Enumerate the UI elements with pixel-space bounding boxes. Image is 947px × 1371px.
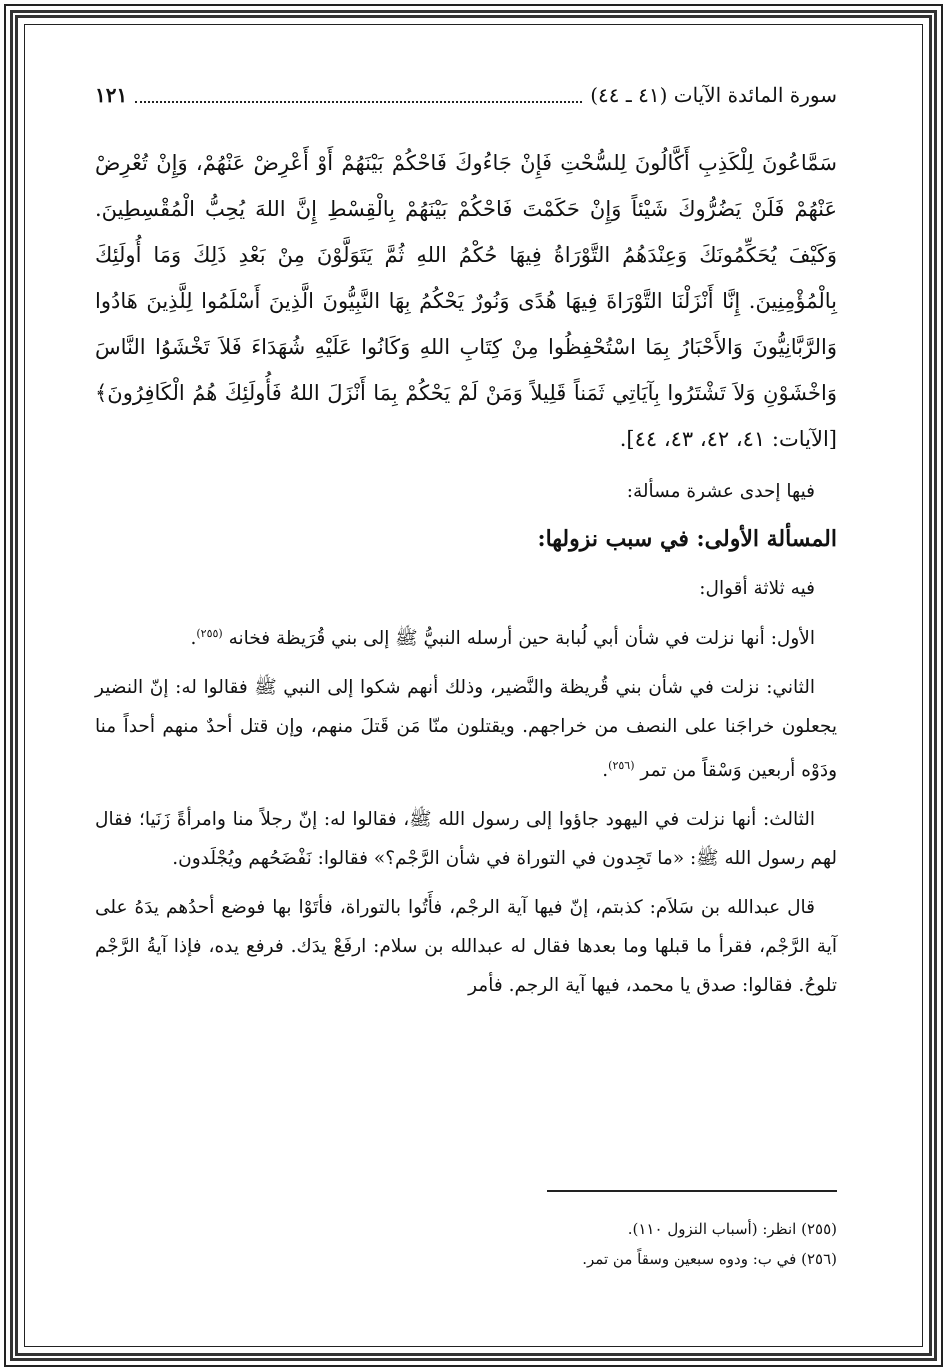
running-header	[95, 78, 837, 112]
paragraph-second-text: الثاني: نزلت في شأن بني قُريظة والنَّضير، وذلك أنهم شكوا إلى النبي ﷺ فقالوا له: إنّ النضير يجعلون خراجَنا على النصف من خراجهم. ويقتلون منّا مَن قَتلَ منهم، وإن قتل أحدٌ منهم أحداً منا ودَوْه أربعين وَسْقاً من تمر	[95, 677, 837, 782]
footnote-number: (٢٥٦)	[801, 1250, 837, 1268]
intro-line: فيها إحدى عشرة مسألة:	[626, 481, 815, 502]
footnote-256	[95, 1244, 837, 1274]
footnote-255	[95, 1214, 837, 1244]
paragraph-second-opinion	[95, 668, 837, 790]
footnote-text: في ب: ودوه سبعين وسقاً من تمر.	[582, 1250, 797, 1268]
section-heading: المسألة الأولى: في سبب نزولها:	[537, 526, 837, 552]
page-number: ١٢١	[95, 83, 128, 107]
paragraph-ibn-salam: قال عبدالله بن سَلاَم: كذبتم، إنّ فيها آية الرجْم، فأَتُوا بالتوراة، فأتَوْا بها فوضع أحدُهم يدَهُ على آية الرَّجْم، فقرأ ما قبلها وما بعدها فقال له عبدالله بن سلام: ارفَعْ يدَك. فرفع يده، فإذا آيةُ الرَّجْم تلوحُ. فقالوا: صدق يا محمد، فيها آية الرجم. فأمر	[95, 897, 837, 997]
paragraph-first-opinion	[95, 614, 837, 658]
footnotes	[95, 1214, 837, 1274]
paragraph-third-opinion: الثالث: أنها نزلت في اليهود جاؤوا إلى رسول الله ﷺ، فقالوا له: إنّ رجلاً منا وامرأةً زَنَيا؛ فقال لهم رسول الله ﷺ: «ما تَجِدون في التوراة في شأن الرَّجْم؟» فقالوا: نَفْضَحُهم ويُجْلَدون.	[95, 809, 837, 870]
footnote-text: انظر: (أسباب النزول ١١٠).	[627, 1220, 797, 1238]
paragraph-second-end: .	[602, 760, 609, 782]
footnote-separator	[547, 1190, 837, 1192]
page-body	[95, 140, 837, 1015]
paragraph-first-end: .	[190, 628, 197, 650]
footnote-number: (٢٥٥)	[801, 1220, 837, 1238]
sub-intro-line: فيه ثلاثة أقوال:	[699, 578, 815, 599]
header-title: سورة المائدة الآيات (٤١ ـ ٤٤)	[590, 83, 837, 107]
footnote-ref-256: (٢٥٦)	[608, 759, 635, 773]
paragraph-first-text: الأول: أنها نزلت في شأن أبي لُبابة حين أرسله النبيُّ ﷺ إلى بني قُرَيظة فخانه	[228, 628, 815, 650]
footnote-ref-255: (٢٥٥)	[196, 627, 223, 640]
header-leader-dots	[135, 87, 582, 103]
quran-verse-block: سَمَّاعُونَ لِلْكَذِبِ أَكَّالُونَ لِلسُّحْتِ فَإِنْ جَاءُوكَ فَاحْكُمْ بَيْنَهُمْ أَوْ أَعْرِضْ عَنْهُمْ، وَإِنْ تُعْرِضْ عَنْهُمْ فَلَنْ يَضُرُّوكَ شَيْئاً وَإِنْ حَكَمْتَ فَاحْكُمْ بَيْنَهُمْ بِالْقِسْطِ إِنَّ اللهَ يُحِبُّ الْمُقْسِطِينَ. وَكَيْفَ يُحَكِّمُونَكَ وَعِنْدَهُمُ التَّوْرَاةُ فِيهَا حُكْمُ اللهِ ثُمَّ يَتَوَلَّوْنَ مِنْ بَعْدِ ذَلِكَ وَمَا أُولَئِكَ بِالْمُؤْمِنِينَ. إِنَّا أَنْزَلْنَا التَّوْرَاةَ فِيهَا هُدًى وَنُورٌ يَحْكُمُ بِهَا النَّبِيُّونَ الَّذِينَ أَسْلَمُوا لِلَّذِينَ هَادُوا وَالرَّبَّانِيُّونَ وَالأَحْبَارُ بِمَا اسْتُحْفِظُوا مِنْ كِتَابِ اللهِ وَكَانُوا عَلَيْهِ شُهَدَاءَ فَلاَ تَخْشَوُا النَّاسَ وَاخْشَوْنِ وَلاَ تَشْتَرُوا بِآيَاتِي ثَمَناً قَلِيلاً وَمَنْ لَمْ يَحْكُمْ بِمَا أَنْزَلَ اللهُ فَأُولَئِكَ هُمُ الْكَافِرُونَ﴾ [الآيات: ٤١، ٤٢، ٤٣، ٤٤].	[95, 151, 837, 451]
